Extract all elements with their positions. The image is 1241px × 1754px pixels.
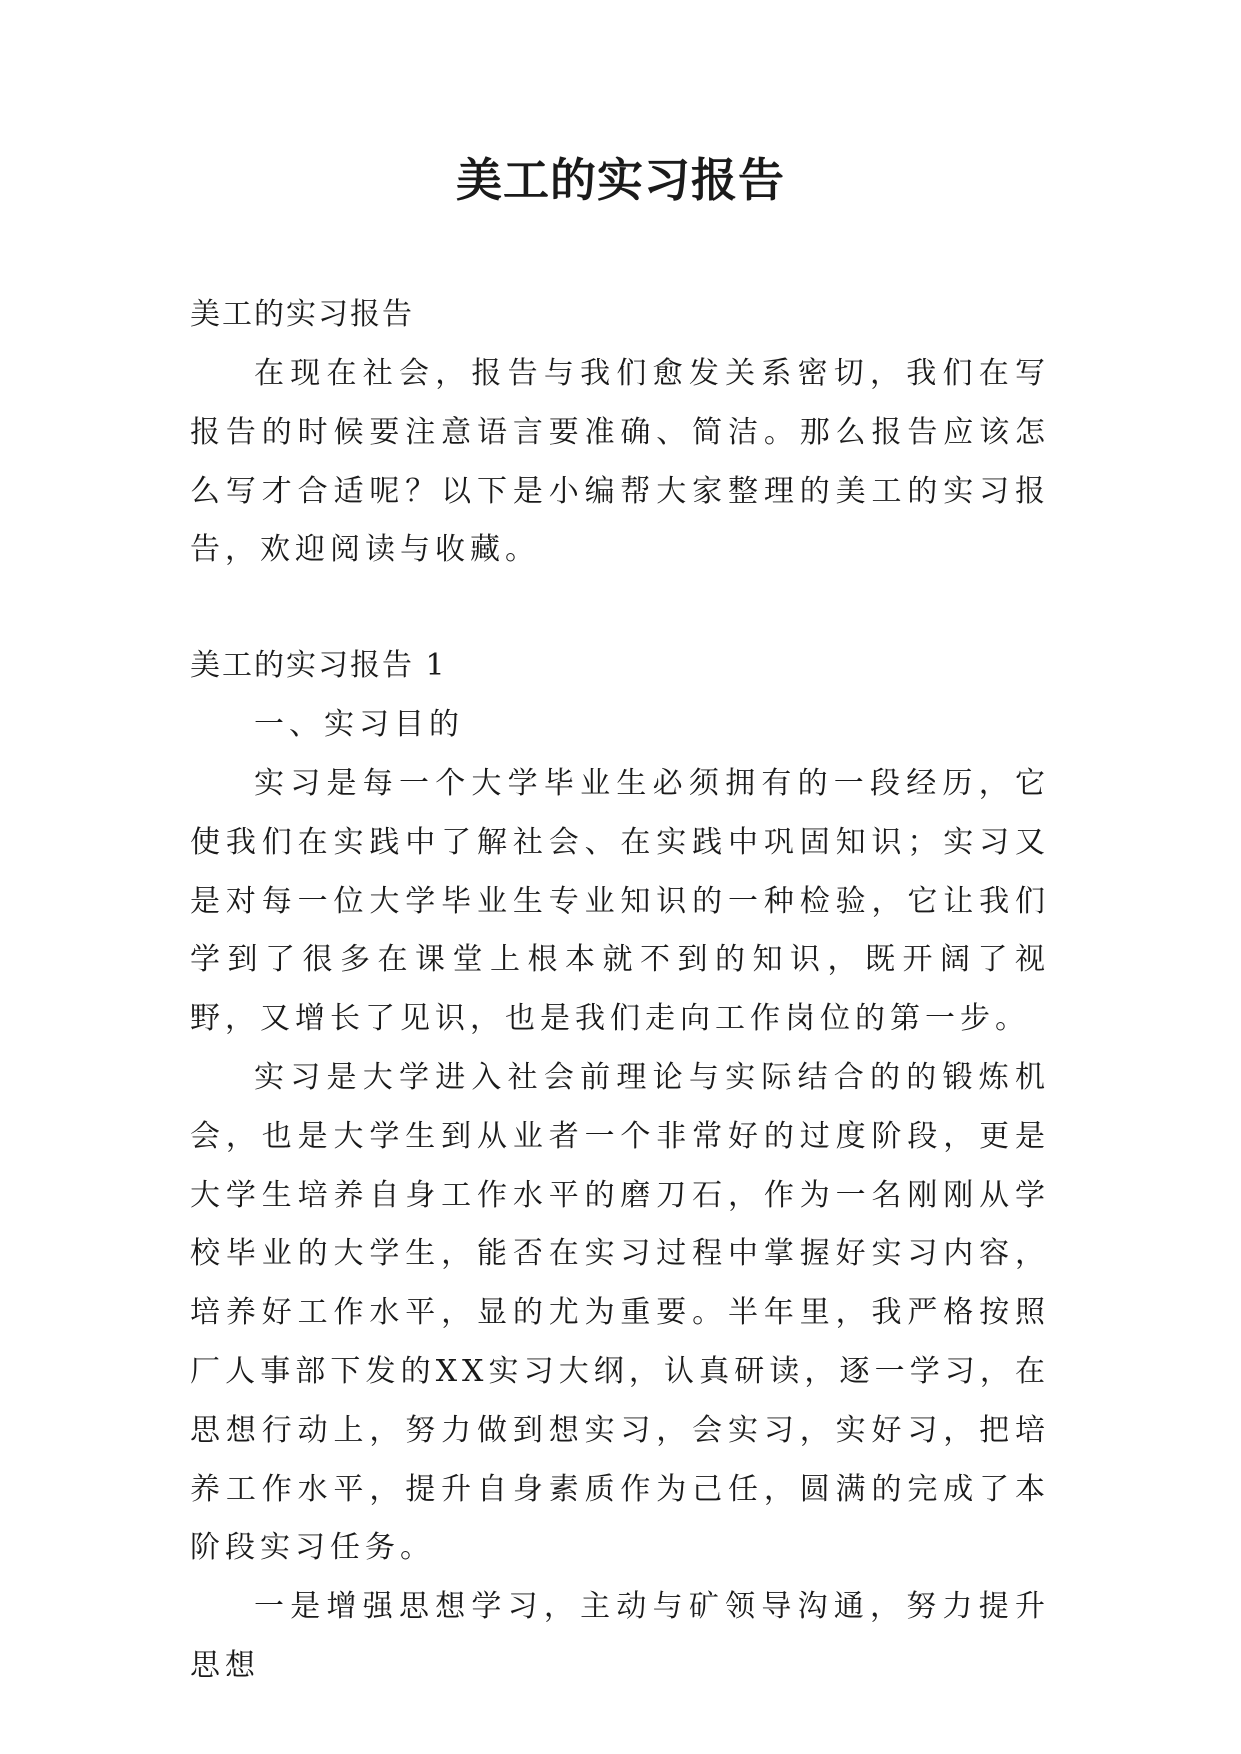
body-paragraph-1: 实习是每一个大学毕业生必须拥有的一段经历，它使我们在实践中了解社会、在实践中巩固知识；实习又是对每一位大学毕业生专业知识的一种检验，它让我们学到了很多在课堂上根本就不到的知识，既开阔了视野，又增长了见识，也是我们走向工作岗位的第一步。 (190, 765, 1050, 1037)
document-body (190, 285, 1050, 1696)
section-gap (190, 580, 1050, 636)
section-title: 美工的实习报告 1 (190, 648, 447, 684)
document-title: 美工的实习报告 (456, 153, 785, 207)
subsection-title: 一、实习目的 (254, 707, 464, 743)
body-paragraph-3: 一是增强思想学习，主动与矿领导沟通，努力提升思想 (190, 1589, 1050, 1683)
intro-paragraph: 在现在社会，报告与我们愈发关系密切，我们在写报告的时候要注意语言要准确、简洁。那么报告应该怎么写才合适呢？以下是小编帮大家整理的美工的实习报告，欢迎阅读与收藏。 (190, 356, 1050, 568)
document-subtitle: 美工的实习报告 (190, 297, 414, 332)
body-paragraph-2: 实习是大学进入社会前理论与实际结合的的锻炼机会，也是大学生到从业者一个非常好的过度阶段，更是大学生培养自身工作水平的磨刀石，作为一名刚刚从学校毕业的大学生，能否在实习过程中掌握好实习内容，培养好工作水平，显的尤为重要。半年里，我严格按照厂人事部下发的XX实习大纲，认真研读，逐一学习，在思想行动上，努力做到想实习，会实习，实好习，把培养工作水平，提升自身素质作为己任，圆满的完成了本阶段实习任务。 (190, 1059, 1050, 1566)
